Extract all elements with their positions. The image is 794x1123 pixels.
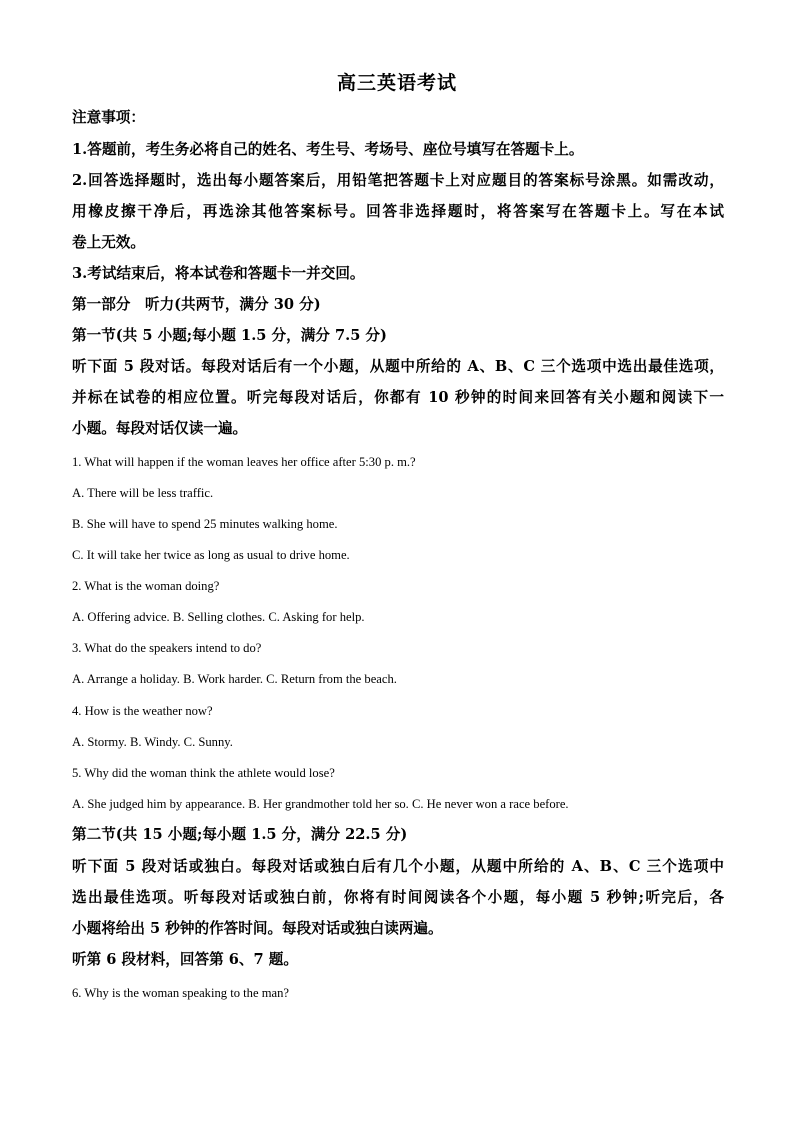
section1-instruction-line-3: 小题。每段对话仅读一遍。	[72, 420, 248, 437]
section2-instruction-line-3: 小题将给出 5 秒钟的作答时间。每段对话或独白读两遍。	[72, 920, 443, 937]
section1-instruction-line-1: 听下面 5 段对话。每段对话后有一个小题，从题中所给的 A、B、C 三个选项中选出最佳选项，	[72, 358, 724, 375]
question-5-options: A. She judged him by appearance. B. Her grandmother told her so. C. He never won a race before.	[72, 797, 569, 811]
question-5: 5. Why did the woman think the athlete would lose?	[72, 766, 335, 780]
question-4: 4. How is the weather now?	[72, 704, 213, 718]
material-6-heading: 听第 6 段材料，回答第 6、7 题。	[72, 951, 298, 968]
section1-instruction-line-2: 并标在试卷的相应位置。听完每段对话后，你都有 10 秒钟的时间来回答有关小题和阅读下一	[72, 389, 724, 406]
question-2: 2. What is the woman doing?	[72, 579, 220, 593]
section1-heading: 第一节(共 5 小题;每小题 1.5 分，满分 7.5 分)	[72, 327, 387, 344]
note-item-2-line-3: 卷上无效。	[72, 234, 145, 251]
section2-heading: 第二节(共 15 小题;每小题 1.5 分，满分 22.5 分)	[72, 826, 408, 843]
question-1-option-c: C. It will take her twice as long as usual to drive home.	[72, 548, 350, 562]
question-1-option-a: A. There will be less traffic.	[72, 486, 214, 500]
page-title: 高三英语考试	[336, 72, 457, 94]
part1-heading: 第一部分 听力(共两节，满分 30 分)	[72, 296, 321, 313]
section2-instruction-line-1: 听下面 5 段对话或独白。每段对话或独白后有几个小题，从题中所给的 A、B、C 三个选项中	[72, 858, 724, 875]
notes-heading: 注意事项：	[72, 109, 145, 126]
question-2-options: A. Offering advice. B. Selling clothes. C. Asking for help.	[72, 610, 365, 624]
question-1-option-b: B. She will have to spend 25 minutes walking home.	[72, 517, 338, 531]
note-item-1: 1.答题前，考生务必将自己的姓名、考生号、考场号、座位号填写在答题卡上。	[72, 141, 584, 158]
note-item-2-line-2: 用橡皮擦干净后，再选涂其他答案标号。回答非选择题时，将答案写在答题卡上。写在本试	[72, 203, 724, 220]
section2-instruction-line-2: 选出最佳选项。听每段对话或独白前，你将有时间阅读各个小题，每小题 5 秒钟;听完后，各	[72, 889, 724, 906]
note-item-3: 3.考试结束后，将本试卷和答题卡一并交回。	[72, 265, 365, 282]
question-3: 3. What do the speakers intend to do?	[72, 641, 262, 655]
question-3-options: A. Arrange a holiday. B. Work harder. C. Return from the beach.	[72, 672, 397, 686]
question-1: 1. What will happen if the woman leaves her office after 5:30 p. m.?	[72, 455, 416, 469]
question-4-options: A. Stormy. B. Windy. C. Sunny.	[72, 735, 233, 749]
question-6: 6. Why is the woman speaking to the man?	[72, 986, 289, 1000]
note-item-2-line-1: 2.回答选择题时，选出每小题答案后，用铅笔把答题卡上对应题目的答案标号涂黑。如需改动，	[72, 172, 724, 189]
